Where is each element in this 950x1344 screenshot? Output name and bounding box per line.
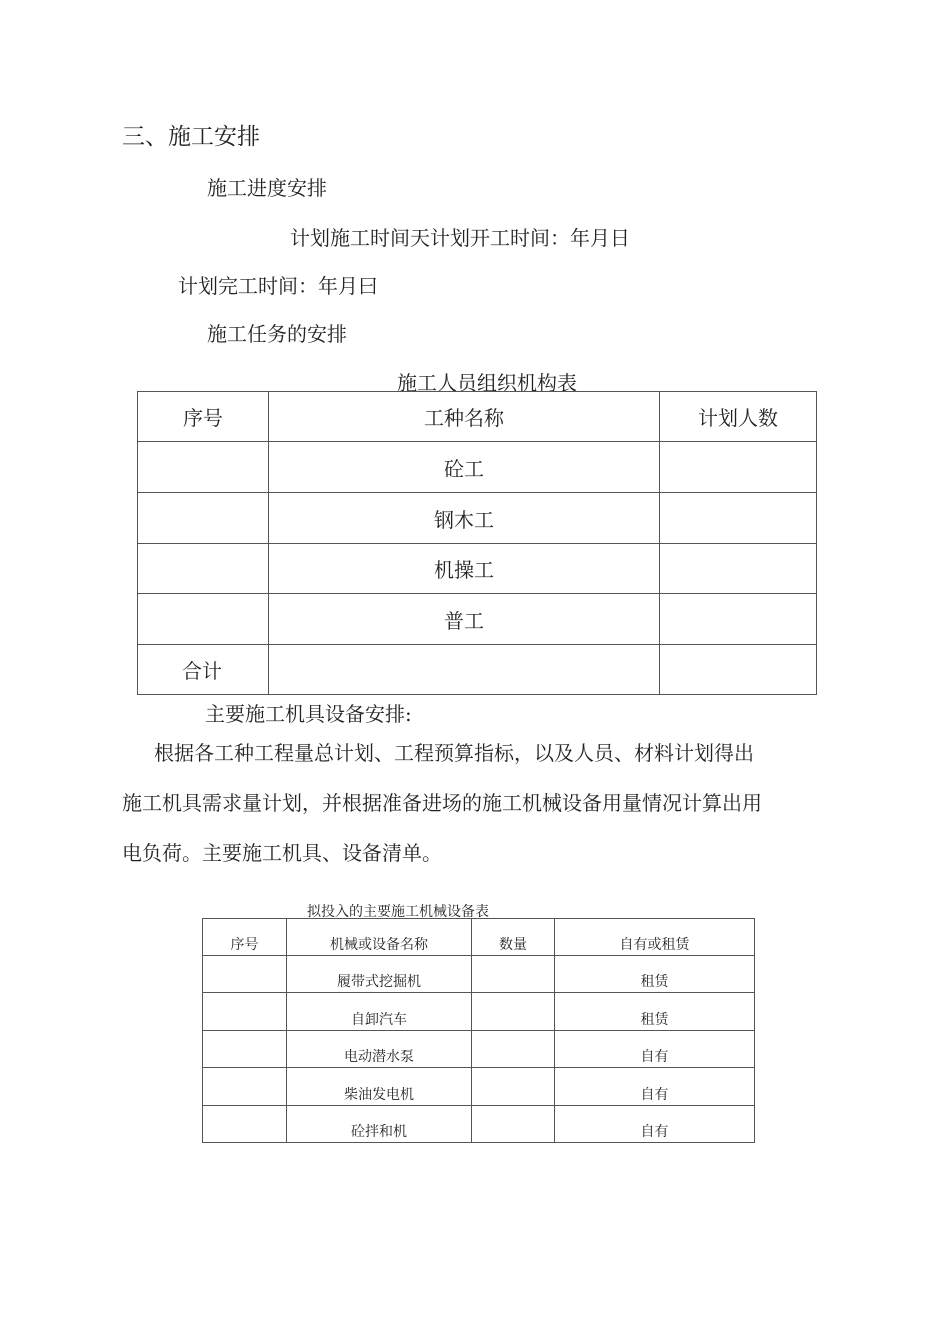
schedule-heading: 施工进度安排 <box>207 176 327 200</box>
table-cell: 自卸汽车 <box>287 993 472 1031</box>
table-cell: 租赁 <box>555 956 755 993</box>
table-cell: 电动潜水泵 <box>287 1031 472 1068</box>
table-cell <box>203 1031 287 1068</box>
table-cell <box>138 544 269 594</box>
table-cell <box>203 993 287 1031</box>
table-cell <box>203 1106 287 1143</box>
table-row <box>138 442 817 493</box>
equipment-heading: 主要施工机具设备安排: <box>205 702 412 726</box>
table-cell: 砼工 <box>269 442 660 493</box>
plan-line-2: 计划完工时间：年月曰 <box>178 274 378 298</box>
header-cell: 自有或租赁 <box>555 919 755 956</box>
equipment-table-caption: 拟投入的主要施工机械设备表 <box>307 904 489 920</box>
table-cell: 普工 <box>269 594 660 645</box>
paragraph-line: 根据各工种工程量总计划、工程预算指标，以及人员、材料计划得出 <box>154 741 754 765</box>
header-cell: 数量 <box>472 919 555 956</box>
task-heading: 施工任务的安排 <box>207 322 347 346</box>
table-cell: 自有 <box>555 1068 755 1106</box>
table-cell <box>660 645 817 695</box>
table-header-row <box>203 919 755 956</box>
table-row <box>203 956 755 993</box>
table-cell <box>138 594 269 645</box>
table-cell: 钢木工 <box>269 493 660 544</box>
table-cell: 砼拌和机 <box>287 1106 472 1143</box>
table-row <box>203 1068 755 1106</box>
table-cell: 履带式挖掘机 <box>287 956 472 993</box>
table-row <box>138 594 817 645</box>
header-cell: 序号 <box>203 919 287 956</box>
table-cell <box>138 493 269 544</box>
equipment-paragraph <box>122 728 837 878</box>
table-cell <box>660 544 817 594</box>
table-cell <box>269 645 660 695</box>
table-row <box>138 493 817 544</box>
table-cell <box>472 1106 555 1143</box>
table-cell <box>472 1031 555 1068</box>
paragraph-line: 电负荷。主要施工机具、设备清单。 <box>122 841 442 865</box>
table-row <box>203 1031 755 1068</box>
table-cell <box>660 442 817 493</box>
table-row <box>138 544 817 594</box>
table-row-total <box>138 645 817 695</box>
table-cell: 自有 <box>555 1106 755 1143</box>
table-cell: 租赁 <box>555 993 755 1031</box>
table-cell: 自有 <box>555 1031 755 1068</box>
table-cell <box>660 594 817 645</box>
paragraph-line: 施工机具需求量计划，并根据准备进场的施工机械设备用量情况计算出用 <box>122 791 762 815</box>
table-cell <box>138 442 269 493</box>
table-row <box>203 1106 755 1143</box>
table-cell: 柴油发电机 <box>287 1068 472 1106</box>
equipment-table <box>202 918 755 1143</box>
table-cell <box>472 1068 555 1106</box>
table-cell <box>472 993 555 1031</box>
plan-line-1: 计划施工时间天计划开工时间：年月日 <box>290 226 630 250</box>
header-cell: 计划人数 <box>660 392 817 442</box>
table-row <box>203 993 755 1031</box>
personnel-table-caption: 施工人员组织机构表 <box>397 371 577 395</box>
table-cell: 合计 <box>138 645 269 695</box>
table-cell: 机操工 <box>269 544 660 594</box>
table-cell <box>472 956 555 993</box>
table-header-row <box>138 392 817 442</box>
table-cell <box>203 956 287 993</box>
header-cell: 工种名称 <box>269 392 660 442</box>
header-cell: 序号 <box>138 392 269 442</box>
section-title: 三、施工安排 <box>122 124 260 150</box>
table-cell <box>203 1068 287 1106</box>
personnel-table <box>137 391 817 695</box>
header-cell: 机械或设备名称 <box>287 919 472 956</box>
table-cell <box>660 493 817 544</box>
